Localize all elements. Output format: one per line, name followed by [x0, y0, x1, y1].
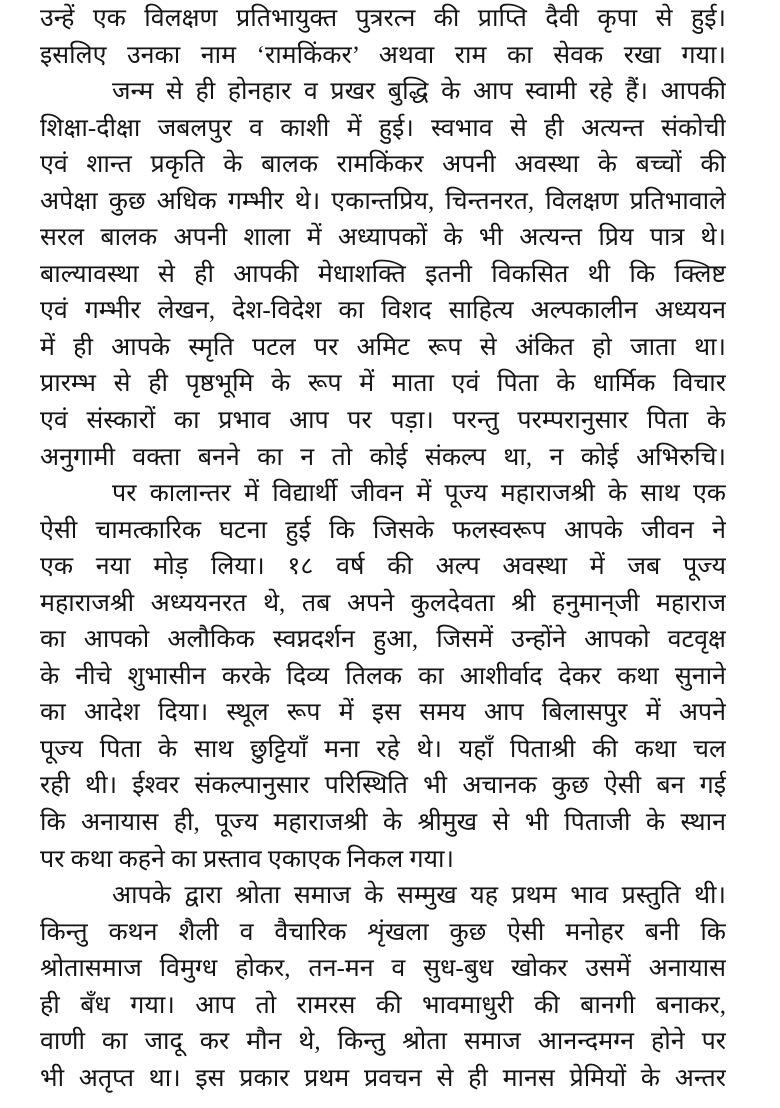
- text-line: आपके द्वारा श्रोता समाज के सम्मुख यह प्रथम भाव प्रस्तुति थी।: [112, 882, 726, 910]
- text-line: एवं शान्त प्रकृति के बालक रामकिंकर अपनी अवस्था के बच्चों की: [40, 151, 726, 179]
- paragraph: [40, 1, 726, 74]
- text-line: महाराजश्री अध्ययनरत थे, तब अपने कुलदेवता श्री हनुमान्‌जी महाराज: [40, 589, 726, 617]
- text-line: में ही आपके स्मृति पटल पर अमिट रूप से अंकित हो जाता था।: [40, 333, 726, 361]
- text-line: बाल्यावस्था से ही आपकी मेधाशक्ति इतनी विकसित थी कि क्लिष्ट: [40, 260, 726, 288]
- paragraph: [40, 476, 726, 878]
- paragraph: [40, 74, 726, 476]
- text-line: रही थी। ईश्वर संकल्पानुसार परिस्थिति भी अचानक कुछ ऐसी बन गई: [40, 772, 726, 800]
- text-line: इसलिए उनका नाम ‘रामकिंकर’ अथवा राम का सेवक रखा गया।: [40, 41, 726, 69]
- paragraph: [40, 878, 726, 1097]
- text-line: जन्म से ही होनहार व प्रखर बुद्धि के आप स्वामी रहे हैं। आपकी: [112, 78, 726, 106]
- text-line: पर कालान्तर में विद्यार्थी जीवन में पूज्य महाराजश्री के साथ एक: [112, 480, 726, 508]
- document-page: [40, 1, 726, 1097]
- text-line: एवं गम्भीर लेखन, देश-विदेश का विशद साहित्य अल्पकालीन अध्ययन: [40, 297, 726, 325]
- text-line: वाणी का जादू कर मौन थे, किन्तु श्रोता समाज आनन्दमग्न होने पर: [40, 1028, 726, 1056]
- text-line: शिक्षा-दीक्षा जबलपुर व काशी में हुई। स्वभाव से ही अत्यन्त संकोची: [40, 114, 726, 142]
- text-line: एक नया मोड़ लिया। १८ वर्ष की अल्प अवस्था में जब पूज्य: [40, 553, 726, 581]
- text-line: का आपको अलौकिक स्वप्नदर्शन हुआ, जिसमें उन्होंने आपको वटवृक्ष: [40, 626, 726, 654]
- text-line: का आदेश दिया। स्थूल रूप में इस समय आप बिलासपुर में अपने: [40, 699, 726, 727]
- text-line: अनुगामी वक्ता बनने का न तो कोई संकल्प था, न कोई अभिरुचि।: [40, 443, 726, 471]
- text-line: पर कथा कहने का प्रस्ताव एकाएक निकल गया।: [40, 845, 454, 873]
- text-line: ही बँध गया। आप तो रामरस की भावमाधुरी की बानगी बनाकर,: [40, 991, 726, 1019]
- text-line: श्रोतासमाज विमुग्ध होकर, तन-मन व सुध-बुध खोकर उसमें अनायास: [40, 955, 726, 983]
- text-line: किन्तु कथन शैली व वैचारिक शृंखला कुछ ऐसी मनोहर बनी कि: [40, 918, 726, 946]
- text-line: कि अनायास ही, पूज्य महाराजश्री के श्रीमुख से भी पिताजी के स्थान: [40, 809, 726, 837]
- text-line: सरल बालक अपनी शाला में अध्यापकों के भी अत्यन्त प्रिय पात्र थे।: [40, 224, 726, 252]
- text-line: ऐसी चामत्कारिक घटना हुई कि जिसके फलस्वरूप आपके जीवन ने: [40, 516, 726, 544]
- text-line: एवं संस्कारों का प्रभाव आप पर पड़ा। परन्तु परम्परानुसार पिता के: [40, 407, 726, 435]
- text-line: के नीचे शुभासीन करके दिव्य तिलक का आशीर्वाद देकर कथा सुनाने: [40, 662, 726, 690]
- text-line: प्रारम्भ से ही पृष्ठभूमि के रूप में माता एवं पिता के धार्मिक विचार: [40, 370, 726, 398]
- text-line: उन्हें एक विलक्षण प्रतिभायुक्त पुत्ररत्न की प्राप्ति दैवी कृपा से हुई।: [40, 5, 726, 32]
- text-line: पूज्य पिता के साथ छुट्टियाँ मना रहे थे। यहाँ पिताश्री की कथा चल: [40, 735, 726, 763]
- text-line: भी अतृप्त था। इस प्रकार प्रथम प्रवचन से ही मानस प्रेमियों के अन्तर: [40, 1064, 726, 1092]
- text-line: अपेक्षा कुछ अधिक गम्भीर थे। एकान्तप्रिय, चिन्तनरत, विलक्षण प्रतिभावाले: [40, 187, 726, 215]
